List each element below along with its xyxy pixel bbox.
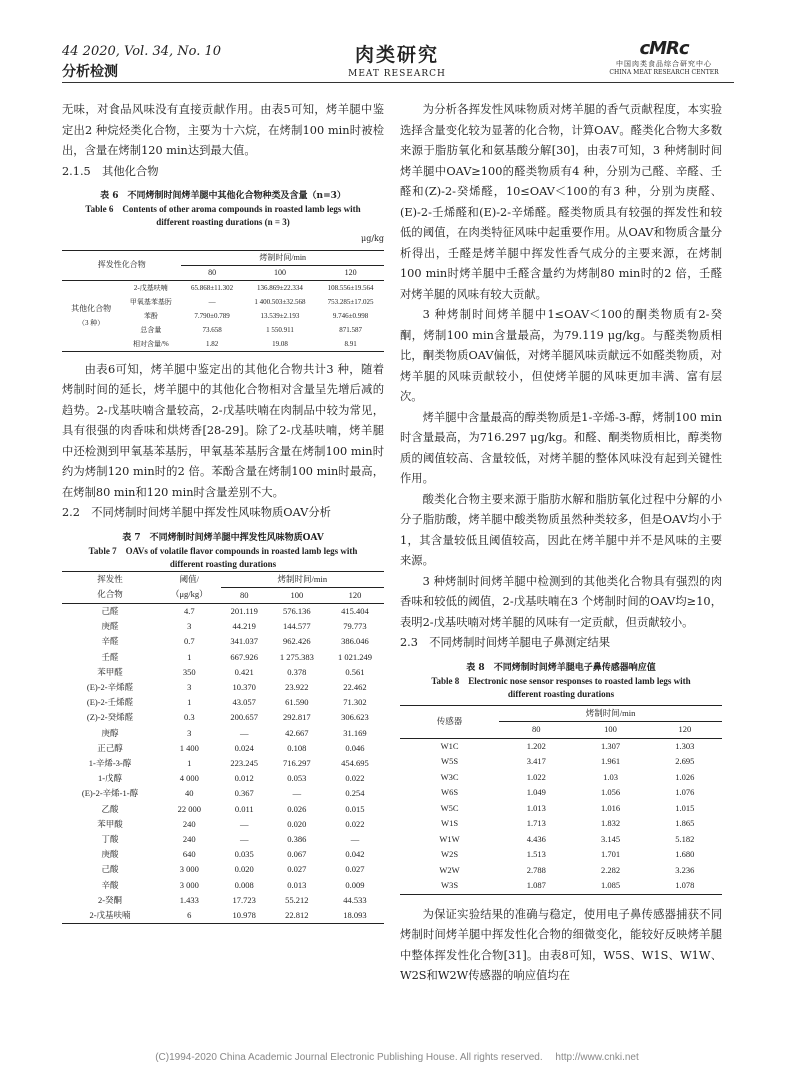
journal-title-en: MEAT RESEARCH — [348, 69, 446, 79]
header-rule — [62, 82, 734, 83]
section-heading: 2.2 不同烤制时间烤羊腿中挥发性风味物质OAV分析 — [62, 506, 331, 519]
column-header-time: 120 — [678, 724, 692, 734]
table-cell: W5C — [440, 802, 459, 813]
table-cell: 1 550.911 — [266, 325, 294, 334]
caption-en-2: different roasting durations (n = 3) — [156, 217, 290, 227]
table-cell: 1.085 — [600, 880, 621, 890]
table-cell: 正己醇 — [97, 742, 123, 753]
table-cell: 10.370 — [232, 681, 256, 692]
table-cell: W2W — [439, 864, 460, 875]
table-cell: 1 — [187, 697, 192, 708]
table-cell: 2.695 — [675, 756, 695, 766]
table-cell: 3 000 — [179, 879, 199, 890]
caption-en: Table 6 Contents of other aroma compounds in roasted lamb legs with — [85, 204, 361, 214]
column-header: 传感器 — [400, 705, 499, 738]
table-cell: 0.020 — [287, 818, 307, 829]
table-cell: 1.056 — [600, 787, 621, 797]
table-cell: 0.042 — [345, 849, 365, 860]
table-cell: — — [292, 788, 302, 799]
table-cell: 0.254 — [345, 788, 365, 799]
paragraph: 3 种烤制时间烤羊腿中检测到的其他类化合物具有强烈的肉香味和较低的阈值，2-戊基呋喃在3 个烤制时间的OAV均≥10，表明2-戊基呋喃对烤羊腿的风味有一定贡献，但贡献较小。 — [400, 574, 722, 629]
table-cell: W6S — [441, 787, 459, 797]
table-cell: 1-辛烯-3-醇 — [88, 757, 132, 768]
table-cell: 1.865 — [675, 818, 695, 828]
table-cell: 2-癸酮 — [97, 894, 123, 905]
table-row — [62, 908, 384, 924]
table-cell: 3.145 — [600, 833, 621, 844]
table-row — [62, 756, 384, 771]
table-cell: 55.212 — [285, 894, 309, 905]
table-cell: 0.026 — [287, 803, 307, 814]
table-7 — [62, 532, 384, 925]
table-6 — [62, 190, 384, 352]
table-7-grid — [62, 571, 384, 925]
table-row — [62, 619, 384, 634]
table-row — [400, 738, 722, 754]
table-row — [400, 878, 722, 894]
table-cell: 43.057 — [232, 697, 256, 708]
column-header-span: 烤制时间/min — [181, 250, 384, 265]
group-label — [62, 280, 120, 351]
table-cell: 6 — [187, 909, 192, 920]
table-cell: 壬醛 — [101, 651, 119, 662]
table-cell: 1 275.383 — [279, 651, 314, 662]
table-cell: W1S — [441, 818, 459, 828]
table-row — [62, 802, 384, 817]
table-cell: 1.307 — [600, 740, 621, 751]
column-header-time: 120 — [344, 267, 357, 277]
table-cell: 2.282 — [600, 864, 621, 875]
table-cell: 1.016 — [600, 802, 621, 813]
table-cell: 7.790±0.789 — [194, 311, 230, 320]
table-cell: 61.590 — [285, 697, 309, 708]
table-cell: 4.436 — [526, 833, 546, 844]
table-cell: 65.868±11.302 — [191, 283, 234, 292]
table-cell: (E)-2-壬烯醛 — [86, 697, 134, 708]
table-cell: 0.035 — [234, 849, 254, 860]
table-8 — [400, 662, 722, 895]
table-cell: 1.680 — [675, 849, 695, 859]
table-cell: 0.027 — [345, 864, 365, 875]
table-row — [62, 786, 384, 801]
table-cell: 640 — [182, 849, 196, 860]
column-header — [158, 571, 221, 603]
cmrc-logo: cMRc — [639, 38, 689, 59]
table-cell: 0.421 — [234, 666, 254, 677]
table-row — [400, 785, 722, 801]
table-cell: W2S — [441, 849, 459, 859]
table-cell: 200.657 — [230, 712, 259, 723]
table-cell: 1.513 — [526, 849, 546, 859]
table-cell: 454.695 — [341, 757, 369, 768]
table-caption — [400, 662, 722, 701]
table-cell: 667.926 — [230, 651, 259, 662]
table-cell: 辛酸 — [101, 879, 119, 890]
column-header-time: 100 — [604, 724, 617, 734]
table-cell: 22.462 — [343, 681, 367, 692]
table-cell: 1.076 — [675, 787, 695, 797]
table-cell: 0.008 — [234, 879, 254, 890]
table-cell: 306.623 — [341, 712, 369, 723]
table-cell: 341.037 — [230, 636, 259, 647]
col-header-line: 化合物 — [97, 589, 123, 600]
table-cell: 31.169 — [343, 727, 367, 738]
table-cell: 1.832 — [600, 818, 621, 828]
table-cell: 1 — [187, 757, 192, 768]
table-cell: 3.417 — [526, 756, 546, 766]
paragraph: 无味，对食品风味没有直接贡献作用。由表5可知，烤羊腿中鉴定出2 种烷烃类化合物，主要为十六烷，在烤制100 min时被检出，含量在烤制120 min达到最大值。 — [62, 103, 384, 157]
table-row — [62, 878, 384, 893]
table-cell: 0.027 — [287, 864, 307, 875]
table-cell: 1 021.249 — [337, 651, 372, 662]
table-cell: 1.713 — [526, 818, 546, 828]
paragraph: 为分析各挥发性风味物质对烤羊腿的香气贡献程度，本实验选择含量变化较为显著的化合物，计算OAV。醛类化合物大多数来源于脂肪氧化和氨基酸分解[30]，由表7可知，3 种烤制时间烤羊腿中OAV≥100的醛类物质有4 种，分别为己醛、辛醛、壬醛和(Z)-2-癸烯醛，10≤OAV＜100的有3 种，分别为庚醛、(E)-2-壬烯醛和(E)-2-辛烯醛。醛类物质具有较强的挥发性和较低的阈值，在肉类特征风味中起重要作用。从OAV和物质含量分析得出，壬醛是烤羊腿中挥发性香气成分的主要来源，在烤制100 min时烤羊腿中壬醛含量约为烤制80 min时的2 倍，壬醛对烤羊腿的风味有较大贡献。 — [400, 103, 722, 301]
column-header — [62, 571, 158, 603]
table-cell: — — [239, 818, 249, 829]
caption-en: Table 8 Electronic nose sensor responses to roasted lamb legs with — [431, 675, 691, 686]
table-cell: 2.788 — [526, 864, 546, 875]
table-cell: 108.556±19.564 — [327, 283, 374, 292]
table-cell: 201.119 — [230, 605, 258, 616]
issue-info: 44 2020, Vol. 34, No. 10 — [62, 44, 222, 59]
table-cell: 丁酸 — [101, 833, 119, 844]
table-row — [400, 832, 722, 848]
table-cell: 1.022 — [526, 771, 546, 782]
table-row — [400, 754, 722, 770]
caption-cn: 表 8 不同烤制时间烤羊腿电子鼻传感器响应值 — [466, 662, 656, 673]
table-cell: 871.587 — [339, 325, 362, 334]
table-cell: 甲氧基苯基肟 — [129, 297, 172, 306]
group-name: 其他化合物 — [71, 303, 112, 313]
table-cell: — — [239, 833, 249, 844]
paragraph: 烤羊腿中含量最高的醇类物质是1-辛烯-3-醇，烤制100 min时含量最高，为716.297 μg/kg。和醛、酮类物质相比，醇类物质的阈值较高、含量较低，对烤羊腿的整体风味没有起到关键性作用。 — [400, 410, 722, 485]
table-row — [400, 816, 722, 832]
table-cell: 23.922 — [285, 681, 309, 692]
table-cell: 苯甲酸 — [97, 818, 123, 829]
table-cell: 0.561 — [345, 666, 365, 677]
table-unit: μg/kg — [361, 234, 384, 243]
table-row — [400, 770, 722, 786]
table-cell: 136.869±22.334 — [257, 283, 303, 292]
journal-title — [300, 40, 494, 79]
table-cell: 240 — [182, 818, 196, 829]
table-row — [62, 634, 384, 649]
table-cell: 1 — [187, 651, 192, 662]
caption-cn: 表 7 不同烤制时间烤羊腿中挥发性风味物质OAV — [122, 532, 324, 543]
col-header-line: （μg/kg） — [170, 589, 208, 600]
table-row — [62, 832, 384, 847]
table-row — [62, 726, 384, 741]
col-header-line: 阈值/ — [179, 574, 199, 584]
table-row — [62, 847, 384, 862]
table-cell: 0.067 — [287, 849, 307, 860]
table-cell: 庚醛 — [101, 621, 119, 632]
table-cell: 350 — [182, 666, 196, 677]
table-cell: 40 — [185, 788, 194, 799]
table-cell: 1.087 — [526, 880, 546, 890]
table-cell: 42.667 — [285, 727, 309, 738]
table-cell: 1.82 — [205, 339, 219, 348]
caption-en-2: different roasting durations — [507, 688, 615, 699]
table-cell: 乙酸 — [101, 803, 119, 814]
table-row — [62, 695, 384, 710]
table-cell: 292.817 — [283, 712, 311, 723]
table-cell: 415.404 — [341, 605, 369, 616]
table-cell: 5.182 — [675, 833, 695, 844]
table-caption — [62, 532, 384, 571]
table-cell: 4 000 — [179, 773, 199, 784]
col-header-line: 挥发性 — [97, 574, 123, 584]
table-cell: 1.026 — [675, 771, 695, 782]
table-row — [62, 893, 384, 908]
column-header-time: 80 — [208, 267, 217, 277]
table-row — [62, 771, 384, 786]
table-row — [62, 280, 384, 295]
table-cell: (E)-2-辛烯-1-醇 — [81, 788, 139, 799]
table-cell: 庚醇 — [101, 727, 119, 738]
table-cell: 4.7 — [183, 605, 195, 616]
table-cell: 1.03 — [603, 771, 618, 782]
table-6-grid — [62, 250, 384, 352]
table-cell: — — [208, 297, 216, 306]
column-header-time: 100 — [290, 589, 304, 600]
table-cell: 3 — [187, 727, 192, 738]
table-cell: 苯甲醛 — [97, 666, 123, 677]
paragraph: 3 种烤制时间烤羊腿中1≤OAV＜100的酮类物质有2-癸酮，烤制100 min含量最高，为79.119 μg/kg。与醛类物质相比，酮类物质OAV偏低，对烤羊腿风味贡献远不如醛类物质，对烤羊腿的风味贡献较小，但使烤羊腿的风味更加丰满、富有层次。 — [400, 308, 722, 403]
table-cell: 1.303 — [675, 740, 695, 751]
table-cell: 2-戊基呋喃 — [89, 909, 131, 920]
table-cell: W3S — [441, 880, 459, 890]
copyright-footer: (C)1994-2020 China Academic Journal Electronic Publishing House. All rights reserved. http://www.cnki.net — [155, 1052, 639, 1063]
table-cell: 1 400.503±32.568 — [254, 297, 306, 306]
table-cell: 3 — [187, 681, 192, 692]
table-cell: W1C — [440, 740, 459, 751]
table-cell: 144.577 — [283, 621, 311, 632]
table-cell: 0.020 — [234, 864, 254, 875]
table-cell: 962.426 — [283, 636, 311, 647]
column-header-time: 120 — [348, 589, 362, 600]
table-cell: 总含量 — [140, 325, 162, 334]
section-heading: 2.1.5 其他化合物 — [62, 164, 159, 178]
table-cell: 0.386 — [287, 833, 307, 844]
table-cell: 22.812 — [285, 909, 309, 920]
table-cell: 0.7 — [183, 636, 195, 647]
table-cell: 0.011 — [234, 803, 254, 814]
table-cell: 0.012 — [234, 773, 254, 784]
table-cell: 0.024 — [234, 742, 254, 753]
table-cell: 18.093 — [343, 909, 367, 920]
column-header-time: 80 — [239, 589, 249, 600]
table-cell: 0.022 — [345, 773, 365, 784]
paragraph: 由表6可知，烤羊腿中鉴定出的其他化合物共计3 种，随着烤制时间的延长，烤羊腿中的其他化合物相对含量呈先增后减的趋势。2-戊基呋喃含量较高，2-戊基呋喃在肉制品中较为常见，具有很强的肉香味和烘烤香[28-29]。除了2-戊基呋喃，烤羊腿中还检测到甲氧基苯基肟，甲氧基苯基肟含量在烤制100 min时约为烤制120 min时的2 倍。苯酚含量在烤制100 min时最高，在烤制80 min和120 min时含量差别不大。 — [62, 362, 384, 499]
caption-en-2: different roasting durations — [169, 558, 277, 569]
section-heading: 2.3 不同烤制时间烤羊腿电子鼻测定结果 — [400, 636, 611, 649]
column-header-time: 80 — [532, 724, 541, 734]
table-cell: W5S — [441, 756, 459, 766]
group-count: （3 种） — [78, 318, 105, 327]
table-row — [62, 680, 384, 695]
table-cell: 2-戊基呋喃 — [133, 283, 168, 292]
table-cell: 庚酸 — [101, 849, 119, 860]
table-cell: 0.009 — [345, 879, 365, 890]
table-cell: 1.015 — [675, 802, 695, 813]
table-row — [62, 603, 384, 619]
table-cell: 苯酚 — [143, 311, 158, 320]
table-cell: 44.219 — [232, 621, 256, 632]
table-cell: 9.746±0.998 — [332, 311, 369, 320]
table-cell: W3C — [440, 771, 459, 782]
running-header-left — [62, 44, 221, 81]
table-cell: 576.136 — [283, 605, 311, 616]
publisher-logo — [594, 38, 734, 76]
table-8-grid — [400, 705, 722, 895]
table-cell: 0.3 — [183, 712, 195, 723]
table-cell: 1.701 — [600, 849, 621, 859]
table-cell: 己醛 — [101, 605, 119, 616]
right-column — [400, 100, 722, 987]
table-cell: 1 400 — [179, 742, 199, 753]
table-cell: 3.236 — [675, 864, 695, 875]
table-row — [62, 710, 384, 725]
table-cell: 己酸 — [101, 864, 119, 875]
table-cell: 223.245 — [230, 757, 259, 768]
table-cell: 0.108 — [287, 742, 307, 753]
table-cell: 22 000 — [177, 803, 201, 814]
caption-en: Table 7 OAVs of volatile flavor compounds in roasted lamb legs with — [88, 545, 358, 556]
table-cell: 1.013 — [526, 802, 546, 813]
table-cell: 0.022 — [345, 818, 365, 829]
table-cell: 0.367 — [234, 788, 254, 799]
table-row — [62, 862, 384, 877]
left-column — [62, 100, 384, 924]
table-cell: 8.91 — [344, 339, 357, 348]
table-cell: 3 000 — [179, 864, 199, 875]
table-cell: 1.433 — [179, 894, 199, 905]
table-cell: 相对含量/% — [132, 339, 169, 348]
table-cell: (Z)-2-癸烯醛 — [86, 712, 134, 723]
table-cell: 0.046 — [345, 742, 365, 753]
table-cell: — — [239, 727, 249, 738]
table-cell: 0.013 — [287, 879, 307, 890]
org-name-cn: 中国肉类食品综合研究中心 — [616, 60, 712, 68]
table-row — [62, 650, 384, 665]
table-cell: 3 — [187, 621, 192, 632]
table-cell: 0.378 — [287, 666, 307, 677]
column-header: 挥发性化合物 — [62, 250, 181, 280]
table-cell: 10.978 — [232, 909, 256, 920]
caption-cn: 表 6 不同烤制时间烤羊腿中其他化合物种类及含量（n=3） — [100, 191, 346, 201]
table-row — [62, 665, 384, 680]
table-cell: — — [350, 833, 360, 844]
section-name: 分析检测 — [62, 64, 118, 80]
table-cell: 1.078 — [675, 880, 695, 890]
table-cell: 1-戊醇 — [97, 773, 123, 784]
table-cell: 386.046 — [341, 636, 369, 647]
table-cell: W1W — [439, 833, 460, 844]
column-header-span: 烤制时间/min — [499, 705, 722, 722]
table-row — [62, 741, 384, 756]
table-cell: 19.08 — [272, 339, 288, 348]
table-cell: 0.053 — [287, 773, 307, 784]
table-cell: 13.539±2.193 — [260, 311, 300, 320]
paragraph: 为保证实验结果的准确与稳定，使用电子鼻传感器捕获不同烤制时间烤羊腿中挥发性化合物的细微变化，能较好反映烤羊腿中整体挥发性化合物[31]。由表8可知，W5S、W1S、W1W、W2S和W2W传感器的响应值均在 — [400, 907, 722, 982]
table-cell: 79.773 — [343, 621, 367, 632]
table-cell: 辛醛 — [101, 636, 119, 647]
table-cell: 753.285±17.025 — [327, 297, 374, 306]
table-cell: 73.658 — [202, 325, 222, 334]
table-cell: 240 — [182, 833, 196, 844]
column-header-time: 100 — [273, 267, 286, 277]
table-cell: 716.297 — [283, 757, 311, 768]
table-row — [400, 847, 722, 863]
table-cell: 17.723 — [232, 894, 256, 905]
table-cell: 0.015 — [345, 803, 365, 814]
table-cell: 1.049 — [526, 787, 546, 797]
column-header-span: 烤制时间/min — [221, 571, 384, 587]
org-name-en: CHINA MEAT RESEARCH CENTER — [609, 69, 719, 76]
table-row — [400, 801, 722, 817]
table-cell: 44.533 — [343, 894, 367, 905]
table-cell: 1.202 — [526, 740, 546, 751]
table-cell: 1.961 — [600, 756, 621, 766]
journal-title-cn: 肉类研究 — [354, 44, 439, 66]
table-row — [62, 817, 384, 832]
paragraph: 酸类化合物主要来源于脂肪水解和脂肪氧化过程中分解的小分子脂肪酸，烤羊腿中酸类物质虽然种类较多，但是OAV均小于1，其含量较低且阈值较高，因此在烤羊腿中并不是风味的主要来源。 — [400, 492, 722, 567]
table-caption — [62, 190, 384, 229]
table-cell: 71.302 — [343, 697, 367, 708]
table-cell: (E)-2-辛烯醛 — [86, 681, 134, 692]
table-row — [400, 863, 722, 879]
